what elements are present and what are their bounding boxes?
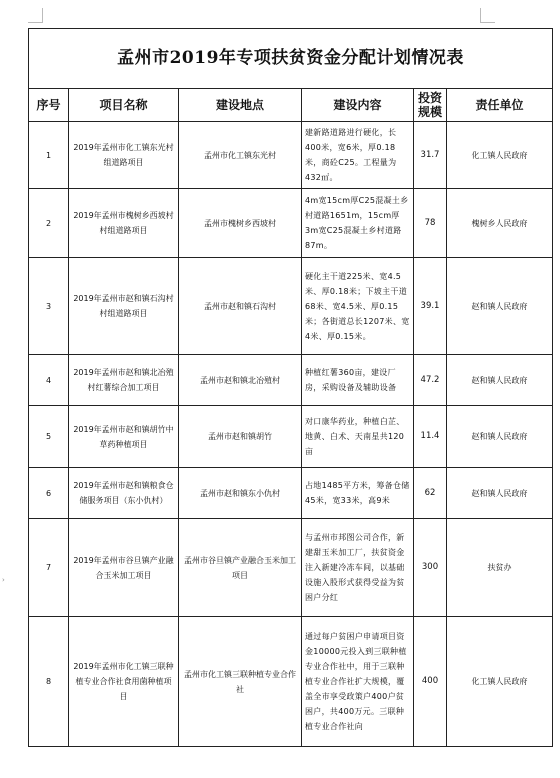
row-scale: 31.7	[414, 122, 447, 189]
table-row	[29, 468, 553, 519]
row-seq: 4	[29, 355, 69, 406]
header-seq: 序号	[29, 89, 69, 122]
row-name: 2019年孟州市赵和镇石沟村村组道路项目	[69, 258, 179, 355]
row-content: 4m宽15cm厚C25混凝土乡村道路1651m，15cm厚3m宽C25混凝土乡村道路87m。	[302, 189, 414, 258]
row-content: 与孟州市邦图公司合作，新建甜玉米加工厂，扶贫资金注入新建冷冻车间，以基础设施入股形式获得受益为贫困户分红	[302, 519, 414, 617]
header-location: 建设地点	[179, 89, 302, 122]
table-row	[29, 617, 553, 747]
row-content: 建新路道路进行硬化，长400米，宽6米，厚0.18米，商砼C25。工程量为432㎡。	[302, 122, 414, 189]
table-title: 孟州市2019年专项扶贫资金分配计划情况表	[29, 29, 553, 89]
row-unit: 赵和镇人民政府	[447, 406, 553, 468]
row-content: 对口康华药业，种植白芷、地黄、白术、天南星共120亩	[302, 406, 414, 468]
crop-mark-top-left	[28, 8, 43, 23]
header-content: 建设内容	[302, 89, 414, 122]
row-content: 种植红薯360亩，建设厂房，采购设备及辅助设备	[302, 355, 414, 406]
table-row	[29, 406, 553, 468]
row-scale: 62	[414, 468, 447, 519]
row-scale: 11.4	[414, 406, 447, 468]
table-row	[29, 122, 553, 189]
row-location: 孟州市化工镇三联种植专业合作社	[179, 617, 302, 747]
margin-marker: ›	[2, 576, 5, 584]
row-name: 2019年孟州市赵和镇胡竹中草药种植项目	[69, 406, 179, 468]
header-row	[29, 89, 553, 122]
row-scale: 47.2	[414, 355, 447, 406]
row-location: 孟州市赵和镇北冶殖村	[179, 355, 302, 406]
row-location: 孟州市赵和镇石沟村	[179, 258, 302, 355]
row-unit: 赵和镇人民政府	[447, 355, 553, 406]
row-scale: 78	[414, 189, 447, 258]
row-seq: 3	[29, 258, 69, 355]
row-unit: 赵和镇人民政府	[447, 468, 553, 519]
row-name: 2019年孟州市化工镇东光村组道路项目	[69, 122, 179, 189]
table-row	[29, 258, 553, 355]
row-seq: 1	[29, 122, 69, 189]
header-name: 项目名称	[69, 89, 179, 122]
row-name: 2019年孟州市赵和镇北冶殖村红薯综合加工项目	[69, 355, 179, 406]
row-scale: 39.1	[414, 258, 447, 355]
row-unit: 化工镇人民政府	[447, 617, 553, 747]
row-location: 孟州市赵和镇东小仇村	[179, 468, 302, 519]
row-location: 孟州市赵和镇胡竹	[179, 406, 302, 468]
row-unit: 赵和镇人民政府	[447, 258, 553, 355]
row-scale: 300	[414, 519, 447, 617]
row-seq: 2	[29, 189, 69, 258]
table-row	[29, 519, 553, 617]
row-content: 硬化主干道225米、宽4.5米、厚0.18米；下坡主干道68米、宽4.5米、厚0.15米；各街道总长1207米、宽4米、厚0.15米。	[302, 258, 414, 355]
header-unit: 责任单位	[447, 89, 553, 122]
header-scale: 投资规模	[414, 89, 447, 122]
allocation-table	[28, 28, 553, 747]
row-location: 孟州市槐树乡西坡村	[179, 189, 302, 258]
row-seq: 5	[29, 406, 69, 468]
row-location: 孟州市化工镇东光村	[179, 122, 302, 189]
row-name: 2019年孟州市谷旦镇产业融合玉米加工项目	[69, 519, 179, 617]
row-seq: 7	[29, 519, 69, 617]
crop-mark-top-right	[480, 8, 495, 23]
row-name: 2019年孟州市化工镇三联种植专业合作社食用菌种植项目	[69, 617, 179, 747]
row-unit: 槐树乡人民政府	[447, 189, 553, 258]
row-unit: 扶贫办	[447, 519, 553, 617]
table-row	[29, 189, 553, 258]
row-content: 通过每户贫困户申请项目资金10000元投入到三联种植专业合作社中，用于三联种植专业合作社扩大规模，覆盖全市享受政策户400户贫困户，共400万元。三联种植专业合作社向	[302, 617, 414, 747]
row-seq: 6	[29, 468, 69, 519]
row-unit: 化工镇人民政府	[447, 122, 553, 189]
row-location: 孟州市谷旦镇产业融合玉米加工项目	[179, 519, 302, 617]
row-content: 占地1485平方米，筹备仓储45米，宽33米，高9米	[302, 468, 414, 519]
row-seq: 8	[29, 617, 69, 747]
table-row	[29, 355, 553, 406]
row-scale: 400	[414, 617, 447, 747]
row-name: 2019年孟州市槐树乡西坡村村组道路项目	[69, 189, 179, 258]
row-name: 2019年孟州市赵和镇粮食仓储服务项目（东小仇村）	[69, 468, 179, 519]
